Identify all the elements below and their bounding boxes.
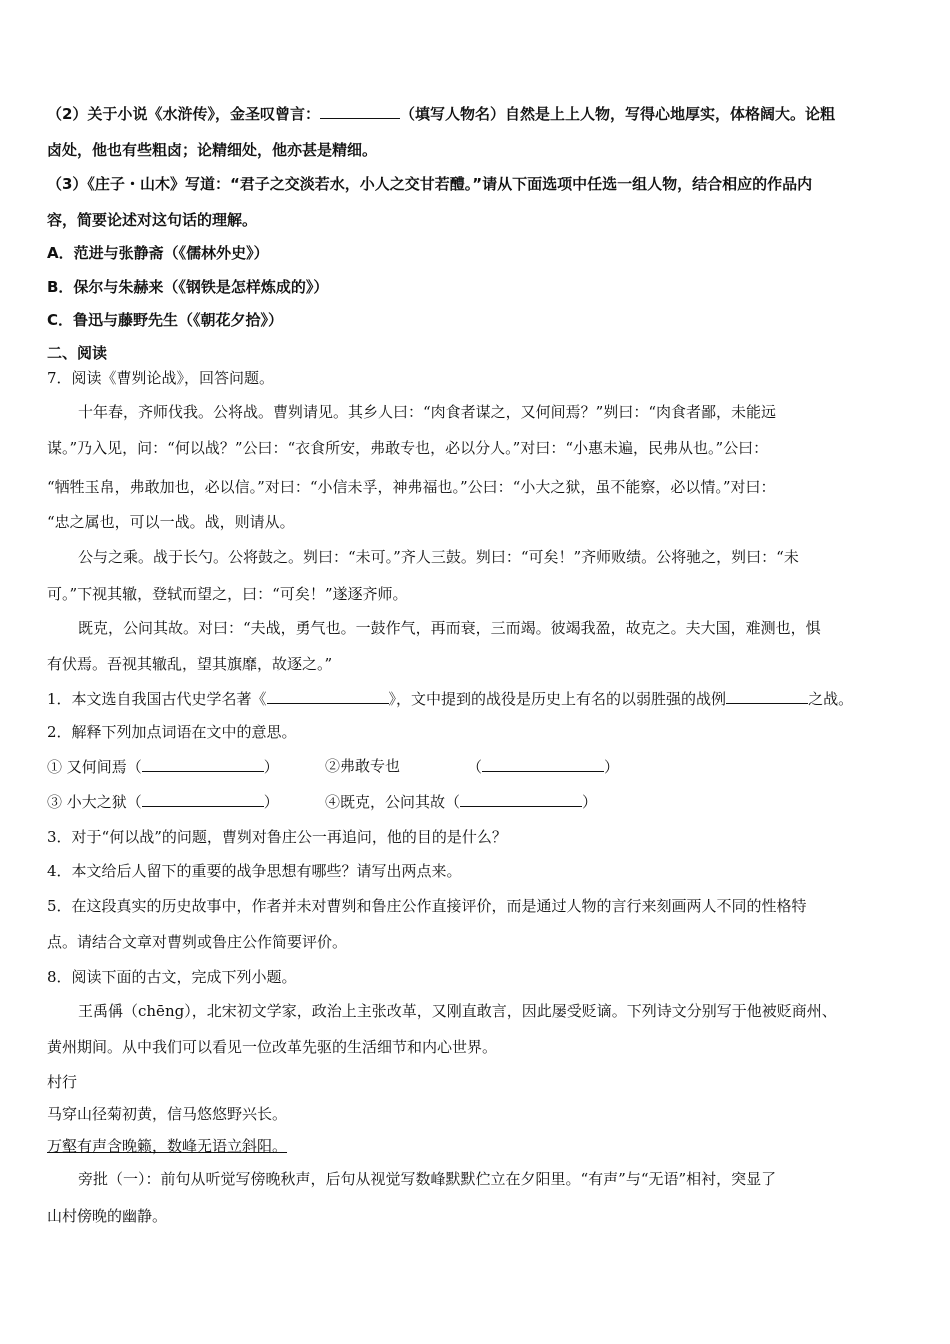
text: 之战。 xyxy=(808,690,854,708)
answer-blank-battle[interactable] xyxy=(726,688,808,704)
q8-intro-p2: 黄州期间。从中我们可以看见一位改革先驱的生活细节和内心世界。 xyxy=(47,1038,498,1056)
q7-sub2: 2．解释下列加点词语在文中的意思。 xyxy=(47,723,297,741)
item-2-label: ②弗敢专也 xyxy=(325,757,401,775)
item-1-label: ① 又何间焉（ xyxy=(47,758,142,776)
q7-sub2-row2 xyxy=(47,791,907,812)
q6-part2-line2: 卤处，他也有些粗卤；论精细处，他亦甚是精细。 xyxy=(47,141,378,159)
item-2-answer xyxy=(467,756,619,777)
side-note-line2: 山村傍晚的幽静。 xyxy=(47,1207,168,1225)
q7-text-line3: “牺牲玉帛，弗敢加也，必以信。”对曰：“小信未孚，神弗福也。”公曰：“小大之狱，虽不能察，必以情。”对曰： xyxy=(47,478,776,496)
item-2 xyxy=(325,756,400,776)
q7-sub4: 4．本文给后人留下的重要的战争思想有哪些？请写出两点来。 xyxy=(47,862,462,880)
q7-text-line4: “忠之属也，可以一战。战，则请从。 xyxy=(47,513,295,531)
paren: ） xyxy=(263,793,279,811)
q7-sub3: 3．对于“何以战”的问题，曹刿对鲁庄公一再追问，他的目的是什么？ xyxy=(47,828,507,846)
side-note-line1: 旁批（一）：前句从听觉写傍晚秋声，后句从视觉写数峰默默伫立在夕阳里。“有声”与“无语”相衬，突显了 xyxy=(78,1170,777,1188)
section-title: 二、阅读 xyxy=(47,344,108,362)
item-4 xyxy=(325,791,597,812)
answer-blank-2[interactable] xyxy=(482,756,604,772)
q7-text-line6: 可。”下视其辙，登轼而望之，曰：“可矣！”遂逐齐师。 xyxy=(47,585,408,603)
text: （2）关于小说《水浒传》，金圣叹曾言： xyxy=(47,105,320,123)
q8-intro: 8．阅读下面的古文，完成下列小题。 xyxy=(47,968,297,986)
q7-text-line5: 公与之乘。战于长勺。公将鼓之。刿曰：“未可。”齐人三鼓。刿曰：“可矣！”齐师败绩。公将驰之，刿曰：“未 xyxy=(78,548,799,566)
poem-title: 村行 xyxy=(47,1073,78,1091)
q7-sub2-row1 xyxy=(47,756,907,777)
q6-part3-line2: 容，简要论述对这句话的理解。 xyxy=(47,211,258,229)
q6-part3-line1: （3）《庄子・山木》写道：“君子之交淡若水，小人之交甘若醴。”请从下面选项中任选一组人物，结合相应的作品内 xyxy=(47,175,813,193)
q7-sub5-line1: 5．在这段真实的历史故事中，作者并未对曹刿和鲁庄公作直接评价，而是通过人物的言行来刻画两人不同的性格特 xyxy=(47,897,807,915)
answer-blank-book[interactable] xyxy=(267,688,389,704)
paren: （ xyxy=(467,758,483,776)
q7-text-line1: 十年春，齐师伐我。公将战。曹刿请见。其乡人曰：“肉食者谋之，又何间焉？”刿曰：“肉食者鄙，未能远 xyxy=(78,403,777,421)
q7-intro: 7．阅读《曹刿论战》，回答问题。 xyxy=(47,369,275,387)
answer-blank-1[interactable] xyxy=(142,756,264,772)
text: 》，文中提到的战役是历史上有名的以弱胜强的战例 xyxy=(388,690,727,708)
q8-intro-p1: 王禹偁（chēng），北宋初文学家，政治上主张改革，又刚直敢言，因此屡受贬谪。下列诗文分别写于他被贬商州、 xyxy=(78,1002,837,1020)
q7-text-line2: 谋。”乃入见，问：“何以战？”公曰：“衣食所安，弗敢专也，必以分人。”对曰：“小惠未遍，民弗从也。”公曰： xyxy=(47,439,769,457)
q7-text-line8: 有伏焉。吾视其辙乱，望其旗靡，故逐之。” xyxy=(47,655,333,673)
paren: ） xyxy=(604,758,620,776)
poem-line2: 万壑有声含晚籁，数峰无语立斜阳。 xyxy=(47,1137,288,1155)
text: 1．本文选自我国古代史学名著《 xyxy=(47,690,267,708)
option-b: B．保尔与朱赫来（《钢铁是怎样炼成的》） xyxy=(47,278,329,296)
answer-blank-4[interactable] xyxy=(460,791,582,807)
answer-blank[interactable] xyxy=(320,103,400,119)
q7-sub5-line2: 点。请结合文章对曹刿或鲁庄公作简要评价。 xyxy=(47,933,348,951)
paren: ） xyxy=(582,793,598,811)
q6-part2-line1 xyxy=(47,103,907,124)
poem-line1: 马穿山径菊初黄，信马悠悠野兴长。 xyxy=(47,1105,288,1123)
paren: ） xyxy=(263,758,279,776)
q7-sub1 xyxy=(47,688,907,709)
answer-blank-3[interactable] xyxy=(142,791,264,807)
option-c: C．鲁迅与藤野先生（《朝花夕拾》） xyxy=(47,311,284,329)
option-a: A．范进与张静斋（《儒林外史》） xyxy=(47,244,269,262)
item-3-label: ③ 小大之狱（ xyxy=(47,793,142,811)
q7-text-line7: 既克，公问其故。对曰：“夫战，勇气也。一鼓作气，再而衰，三而竭。彼竭我盈，故克之。夫大国，难测也，惧 xyxy=(78,619,821,637)
text: （填写人物名）自然是上上人物，写得心地厚实，体格阔大。论粗 xyxy=(399,105,835,123)
item-4-label: ④既克，公问其故（ xyxy=(325,793,461,811)
